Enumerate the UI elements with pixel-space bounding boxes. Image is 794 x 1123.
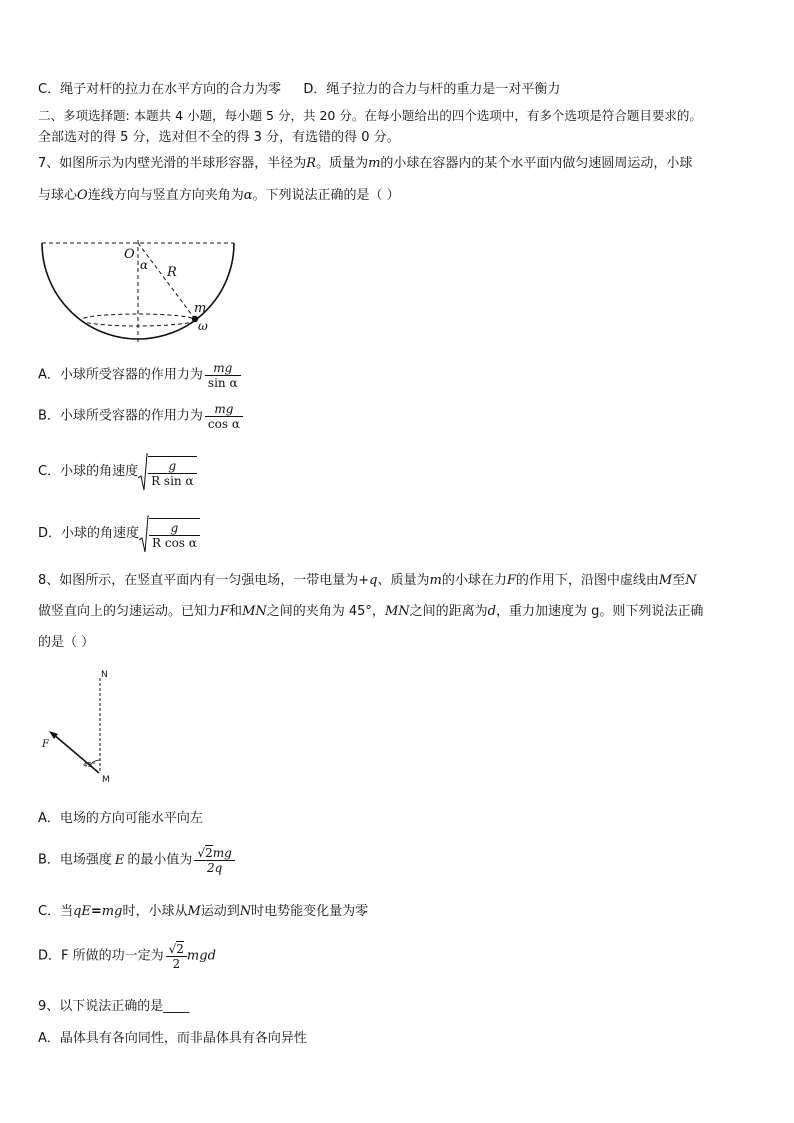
label-F: F xyxy=(42,739,49,750)
q8-stem-line2: 做竖直向上的匀速运动。已知力F和MN之间的夹角为 45°，MN之间的距离为d，重力加速度为 g。则下列说法正确 xyxy=(38,604,704,619)
radius-dashed-line xyxy=(138,243,195,319)
label-O: O xyxy=(124,247,135,262)
q8-force-figure xyxy=(38,664,128,786)
q8-option-a: A．电场的方向可能水平向左 xyxy=(38,811,203,826)
q7-option-a: A．小球所受容器的作用力为 $\frac{mg}{\text{sin α}}$ xyxy=(38,361,241,390)
q7-bowl-figure xyxy=(38,236,243,348)
q7-option-c: C．小球的角速度 $\frac{g}{\text{R sin α}}$ xyxy=(38,452,197,492)
q6-option-d: D．绳子拉力的合力与杆的重力是一对平衡力 xyxy=(303,82,561,97)
label-R: R xyxy=(167,265,177,280)
label-omega: ω xyxy=(198,319,208,333)
q8-option-d: D．F 所做的功一定为 $\frac{√2}{2}$ mgd xyxy=(38,942,216,971)
label-M: M xyxy=(102,775,110,785)
label-N: N xyxy=(101,670,108,680)
q8-stem-line3: 的是（ ） xyxy=(38,635,95,650)
q6-option-c: C．绳子对杆的拉力在水平方向的合力为零 xyxy=(38,82,282,97)
q7-stem-line1: 7、如图所示为内壁光滑的半球形容器，半径为R。质量为m的小球在容器内的某个水平面内做匀速圆周运动，小球 xyxy=(38,156,693,171)
q9-stem: 9、以下说法正确的是____ xyxy=(38,999,190,1014)
q7-stem-line2: 与球心O连线方向与竖直方向夹角为α。下列说法正确的是（ ） xyxy=(38,188,400,203)
q6-options-line xyxy=(38,81,560,99)
section2-line1: 二、多项选择题: 本题共 4 小题，每小题 5 分，共 20 分。在每小题给出的四个选项中，有多个选项是符合题目要求的。 xyxy=(38,108,702,123)
q8-option-b: B．电场强度 E 的最小值为 $\frac{√2mg}{2q}$ xyxy=(38,846,235,875)
label-45: 45° xyxy=(83,761,96,769)
q9-option-a: A．晶体具有各向同性，而非晶体具有各向异性 xyxy=(38,1031,307,1046)
q8-stem-line1: 8、如图所示，在竖直平面内有一匀强电场，一带电量为+q、质量为m的小球在力F的作用下，沿图中虚线由M至N xyxy=(38,573,697,588)
label-alpha: α xyxy=(140,258,149,272)
label-m: m xyxy=(194,301,207,316)
q7-option-d: D．小球的角速度 $\frac{g}{\text{R cos α}}$ xyxy=(38,514,200,554)
q7-option-b: B．小球所受容器的作用力为 $\frac{mg}{\text{cos α}}$ xyxy=(38,402,243,431)
q8-option-c: C．当qE=mg时，小球从M运动到N时电势能变化量为零 xyxy=(38,904,369,919)
section2-line2: 全部选对的得 5 分，选对但不全的得 3 分，有选错的得 0 分。 xyxy=(38,130,400,145)
